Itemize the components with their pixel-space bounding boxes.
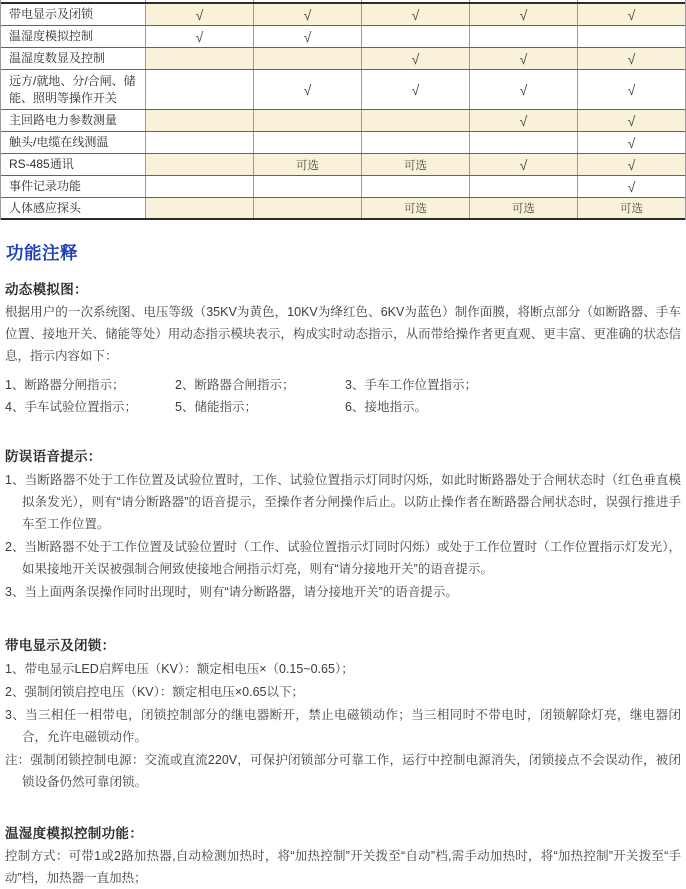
optional-badge: 可选 bbox=[253, 154, 361, 175]
section-title-voice-warning: 防误语音提示： bbox=[5, 449, 102, 464]
list-item: 3、当三相任一相带电，闭锁控制部分的继电器断开，禁止电磁锁动作；当三相同时不带电时，闭锁解除灯亮，继电器闭合，允许电磁锁动作。 bbox=[5, 708, 681, 744]
table-row bbox=[1, 110, 685, 132]
check-mark: √ bbox=[253, 4, 361, 25]
check-mark: √ bbox=[145, 4, 253, 25]
table-row bbox=[1, 132, 685, 154]
check-mark: √ bbox=[577, 154, 685, 175]
list-item: 1、断路器分闸指示； bbox=[5, 378, 125, 392]
table-row bbox=[1, 198, 685, 220]
note-text: 注：强制闭锁控制电源：交流或直流220V，可保护闭锁部分可靠工作，运行中控制电源消失，闭锁接点不会误动作，被闭锁设备仍然可靠闭锁。 bbox=[5, 753, 681, 789]
check-mark: √ bbox=[469, 70, 577, 109]
live-display-items bbox=[5, 658, 681, 793]
check-mark: √ bbox=[469, 4, 577, 25]
list-item: 2、断路器合闸指示； bbox=[175, 378, 295, 392]
row-label: 主回路电力参数测量 bbox=[1, 110, 145, 131]
list-item: 2、当断路器不处于工作位置及试验位置时（工作、试验位置指示灯同时闪烁）或处于工作位置时（工作位置指示灯发光），如果接地开关误被强制合闸致使接地合闸指示灯亮，则有“请分接地开关”的语音提示。 bbox=[5, 540, 681, 576]
table-row bbox=[1, 154, 685, 176]
paragraph-dynamic-diagram: 根据用户的一次系统图、电压等级（35KV为黄色，10KV为绛红色、6KV为蓝色）制作面膜，将断点部分（如断路器、手车位置、接地开关、储能等处）用动态指示模块表示，构成实时动态指示，从而带给操作者更直观、更丰富、更准确的状态信息，指示内容如下： bbox=[5, 305, 681, 363]
list-item: 2、强制闭锁启控电压（KV）：额定相电压×0.65以下； bbox=[5, 685, 305, 699]
list-item: 3、手车工作位置指示； bbox=[345, 378, 477, 392]
check-mark: √ bbox=[469, 154, 577, 175]
check-mark: √ bbox=[361, 70, 469, 109]
voice-warning-items bbox=[5, 469, 681, 603]
table-row bbox=[1, 26, 685, 48]
check-mark: √ bbox=[361, 4, 469, 25]
list-item: 3、当上面两条误操作同时出现时，则有“请分断路器，请分接地开关”的语音提示。 bbox=[5, 585, 458, 599]
row-label: 带电显示及闭锁 bbox=[1, 4, 145, 25]
row-label: 远方/就地、分/合闸、储能、照明等操作开关 bbox=[1, 70, 145, 109]
list-item: 6、接地指示。 bbox=[345, 400, 427, 414]
list-item: 5、储能指示； bbox=[175, 400, 257, 414]
section-title-dynamic-diagram: 动态模拟图： bbox=[5, 282, 88, 297]
feature-comparison-table bbox=[0, 0, 686, 220]
check-mark: √ bbox=[577, 176, 685, 197]
optional-badge: 可选 bbox=[361, 198, 469, 218]
optional-badge: 可选 bbox=[469, 198, 577, 218]
paragraph-humidity-control: 控制方式：可带1或2路加热器,自动检测加热时，将“加热控制”开关拨至“自动”档,需手动加热时，将“加热控制”开关拨至“手动”档，加热器一直加热； bbox=[5, 849, 681, 885]
optional-badge: 可选 bbox=[361, 154, 469, 175]
check-mark: √ bbox=[361, 48, 469, 69]
row-label: 事件记录功能 bbox=[1, 176, 145, 197]
check-mark: √ bbox=[577, 4, 685, 25]
check-mark: √ bbox=[577, 110, 685, 131]
list-item: 1、带电显示LED启辉电压（KV）：额定相电压×（0.15~0.65）； bbox=[5, 662, 354, 676]
check-mark: √ bbox=[469, 48, 577, 69]
row-label: 人体感应探头 bbox=[1, 198, 145, 218]
row-label bbox=[1, 0, 145, 2]
check-mark: √ bbox=[469, 110, 577, 131]
row-label: RS-485通讯 bbox=[1, 154, 145, 175]
check-mark: √ bbox=[577, 70, 685, 109]
check-mark: √ bbox=[577, 132, 685, 153]
check-mark: √ bbox=[577, 48, 685, 69]
table-row bbox=[1, 70, 685, 110]
optional-badge: 可选 bbox=[577, 198, 685, 218]
table-row bbox=[1, 4, 685, 26]
section-title-humidity-control: 温湿度模拟控制功能： bbox=[5, 826, 143, 841]
row-label: 温湿度数显及控制 bbox=[1, 48, 145, 69]
page-title: 功能注释 bbox=[6, 243, 78, 263]
section-title-live-display: 带电显示及闭锁： bbox=[5, 638, 116, 653]
check-mark: √ bbox=[145, 26, 253, 47]
list-item: 1、当断路器不处于工作位置及试验位置时，工作、试验位置指示灯同时闪烁，如此时断路器处于合闸状态时（红色垂直模拟条发光），则有“请分断路器”的语音提示，至操作者分闸操作后止。以防止操作者在断路器合闸状态时，误强行推进手车至工作位置。 bbox=[5, 473, 681, 531]
table-row bbox=[1, 176, 685, 198]
check-mark: √ bbox=[253, 26, 361, 47]
notes-content bbox=[0, 240, 686, 889]
row-label: 温湿度模拟控制 bbox=[1, 26, 145, 47]
list-item: 4、手车试验位置指示； bbox=[5, 400, 137, 414]
row-label: 触头/电缆在线测温 bbox=[1, 132, 145, 153]
check-mark: √ bbox=[253, 70, 361, 109]
indicator-list bbox=[5, 374, 681, 418]
table-row bbox=[1, 48, 685, 70]
